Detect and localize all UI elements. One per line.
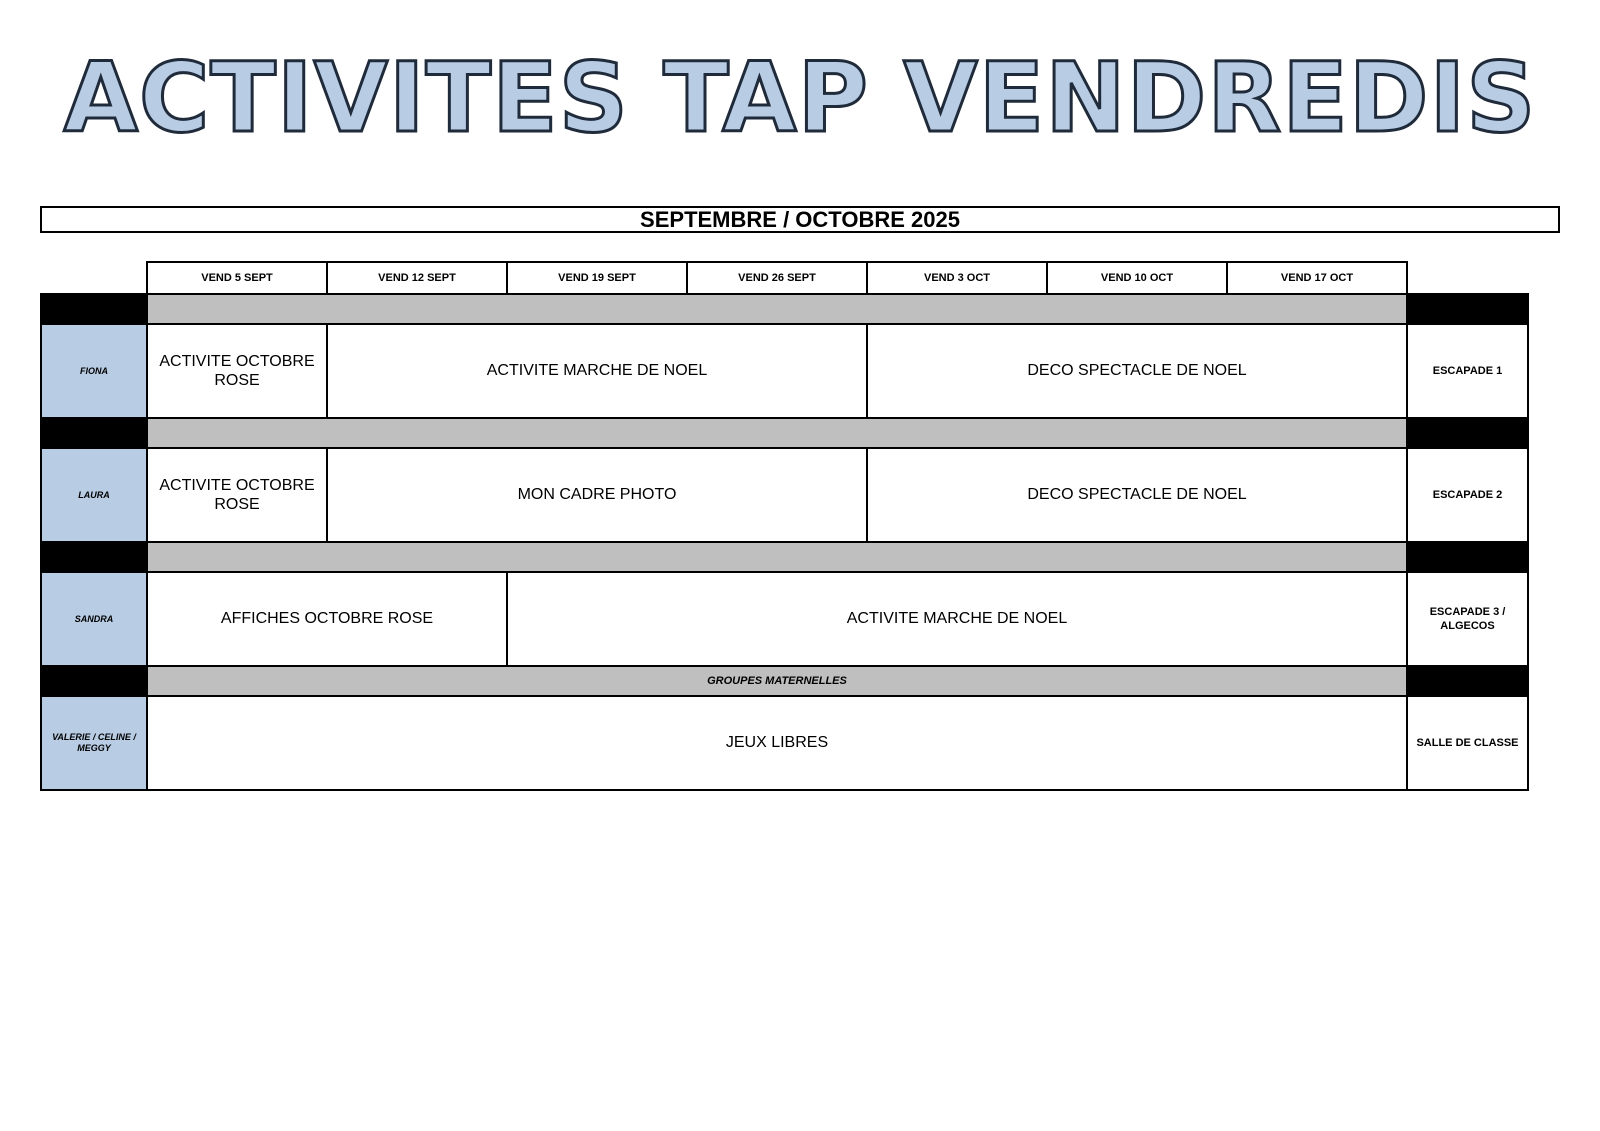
activity-cell: DECO SPECTACLE DE NOEL	[866, 323, 1408, 419]
separator-right	[1406, 665, 1529, 697]
location-cell: SALLE DE CLASSE	[1406, 695, 1529, 791]
date-header: VEND 17 OCT	[1226, 261, 1408, 295]
separator-band	[146, 293, 1408, 325]
page-title: ACTIVITES TAP VENDREDIS	[63, 42, 1537, 154]
activity-cell: MON CADRE PHOTO	[326, 447, 868, 543]
location-cell: ESCAPADE 1	[1406, 323, 1529, 419]
separator-left	[40, 417, 148, 449]
activity-cell: ACTIVITE MARCHE DE NOEL	[326, 323, 868, 419]
date-header: VEND 12 SEPT	[326, 261, 508, 295]
separator-band: GROUPES MATERNELLES	[146, 665, 1408, 697]
date-header: VEND 19 SEPT	[506, 261, 688, 295]
separator-right	[1406, 541, 1529, 573]
separator-right	[1406, 417, 1529, 449]
period-banner: SEPTEMBRE / OCTOBRE 2025	[40, 206, 1560, 233]
separator-band	[146, 541, 1408, 573]
separator-left	[40, 293, 148, 325]
animator-name: FIONA	[40, 323, 148, 419]
activity-cell: AFFICHES OCTOBRE ROSE	[146, 571, 508, 667]
location-cell: ESCAPADE 2	[1406, 447, 1529, 543]
animator-name: SANDRA	[40, 571, 148, 667]
date-header: VEND 3 OCT	[866, 261, 1048, 295]
separator-left	[40, 541, 148, 573]
animator-name: LAURA	[40, 447, 148, 543]
animator-name: VALERIE / CELINE / MEGGY	[40, 695, 148, 791]
activity-cell: ACTIVITE OCTOBRE ROSE	[146, 323, 328, 419]
activity-cell: DECO SPECTACLE DE NOEL	[866, 447, 1408, 543]
activity-cell: JEUX LIBRES	[146, 695, 1408, 791]
separator-band	[146, 417, 1408, 449]
date-header: VEND 26 SEPT	[686, 261, 868, 295]
location-cell: ESCAPADE 3 / ALGECOS	[1406, 571, 1529, 667]
date-header: VEND 10 OCT	[1046, 261, 1228, 295]
separator-right	[1406, 293, 1529, 325]
date-header: VEND 5 SEPT	[146, 261, 328, 295]
activity-cell: ACTIVITE OCTOBRE ROSE	[146, 447, 328, 543]
separator-left	[40, 665, 148, 697]
activity-cell: ACTIVITE MARCHE DE NOEL	[506, 571, 1408, 667]
